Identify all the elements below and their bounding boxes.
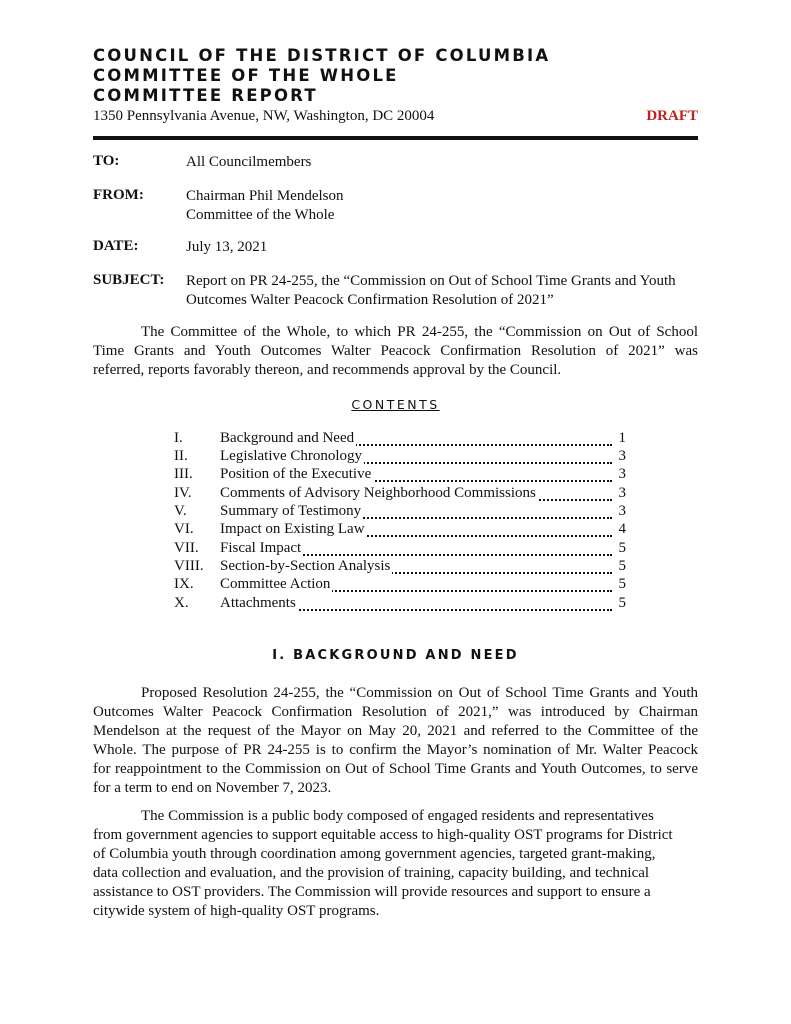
toc-title: Impact on Existing Law	[220, 521, 365, 537]
toc-title: Fiscal Impact	[220, 540, 302, 556]
toc-title: Legislative Chronology	[220, 448, 363, 464]
toc-entry[interactable]	[174, 430, 626, 448]
toc-page: 4	[618, 521, 626, 537]
toc-number: VII.	[174, 540, 199, 556]
toc-entry[interactable]	[174, 540, 626, 558]
toc-page: 5	[618, 595, 626, 611]
toc-title: Position of the Executive	[220, 466, 372, 482]
paragraph-line: referred, reports favorably thereon, and recommends approval by the Council.	[93, 362, 562, 378]
from-value	[186, 187, 344, 225]
toc-number: I.	[174, 430, 183, 446]
toc-entry[interactable]	[174, 521, 626, 539]
paragraph-line: Proposed Resolution 24-255, the “Commission on Out of School Time Grants and Youth	[141, 685, 698, 701]
paragraph-line: assistance to OST providers. The Commission will provide resources and support to ensure a	[93, 884, 651, 900]
toc-entry[interactable]	[174, 576, 626, 594]
toc-page: 3	[618, 503, 626, 519]
council-name: COUNCIL OF THE DISTRICT OF COLUMBIA	[93, 46, 551, 65]
paragraph-line: Mendelson at the request of the Mayor on May 20, 2021 and referred to the Committee of the	[93, 723, 698, 739]
paragraph-line: citywide system of high-quality OST programs.	[93, 903, 380, 919]
toc-entry[interactable]	[174, 448, 626, 466]
toc-entry[interactable]	[174, 466, 626, 484]
toc-page: 3	[618, 485, 626, 501]
date-value: July 13, 2021	[186, 239, 268, 255]
toc-title: Committee Action	[220, 576, 331, 592]
contents-title-text: CONTENTS	[351, 397, 440, 412]
toc-entry[interactable]	[174, 595, 626, 613]
toc-number: VI.	[174, 521, 194, 537]
toc-title: Section-by-Section Analysis	[220, 558, 391, 574]
toc-page: 5	[618, 540, 626, 556]
toc-number: IV.	[174, 485, 192, 501]
to-value: All Councilmembers	[186, 154, 312, 170]
subject-value	[186, 272, 676, 310]
paragraph-line: data collection and evaluation, and the provision of training, capacity building, and technical	[93, 865, 650, 881]
section-heading: I. BACKGROUND AND NEED	[272, 648, 519, 663]
toc-number: VIII.	[174, 558, 204, 574]
address: 1350 Pennsylvania Avenue, NW, Washington, DC 20004	[93, 108, 435, 124]
toc-title: Attachments	[220, 595, 296, 611]
toc-entry[interactable]	[174, 485, 626, 503]
toc-title: Comments of Advisory Neighborhood Commissions	[220, 485, 536, 501]
commission-paragraph	[93, 807, 698, 921]
toc-number: III.	[174, 466, 193, 482]
draft-label: DRAFT	[646, 108, 698, 124]
paragraph-line: for reappointment to the Commission on Out of School Time Grants and Youth Outcomes, to serve	[93, 761, 698, 777]
subject-line: Outcomes Walter Peacock Confirmation Resolution of 2021”	[186, 292, 554, 308]
date-label: DATE:	[93, 238, 139, 254]
committee-name: COMMITTEE OF THE WHOLE	[93, 66, 399, 85]
report-type: COMMITTEE REPORT	[93, 86, 318, 105]
from-label: FROM:	[93, 187, 144, 203]
toc-number: IX.	[174, 576, 194, 592]
toc-page: 3	[618, 448, 626, 464]
paragraph-line: The Commission is a public body composed of engaged residents and representatives	[141, 808, 654, 824]
contents-title	[0, 397, 791, 412]
header-divider	[93, 136, 698, 140]
toc-page: 1	[618, 430, 626, 446]
toc-number: X.	[174, 595, 189, 611]
toc-entry[interactable]	[174, 558, 626, 576]
toc-title: Background and Need	[220, 430, 355, 446]
to-label: TO:	[93, 153, 120, 169]
toc-page: 3	[618, 466, 626, 482]
subject-line: Report on PR 24-255, the “Commission on Out of School Time Grants and Youth	[186, 273, 676, 289]
subject-label: SUBJECT:	[93, 272, 165, 288]
paragraph-line: Outcomes Walter Peacock Confirmation Resolution of 2021,” was introduced by Chairman	[93, 704, 698, 720]
paragraph-line: The Committee of the Whole, to which PR 24-255, the “Commission on Out of School	[141, 324, 698, 340]
toc-entry[interactable]	[174, 503, 626, 521]
intro-paragraph	[93, 323, 698, 380]
from-value-line: Committee of the Whole	[186, 207, 335, 223]
toc-title: Summary of Testimony	[220, 503, 362, 519]
toc-page: 5	[618, 576, 626, 592]
from-value-line: Chairman Phil Mendelson	[186, 188, 344, 204]
toc-page: 5	[618, 558, 626, 574]
paragraph-line: from government agencies to support equitable access to high-quality OST programs for District	[93, 827, 673, 843]
toc-number: II.	[174, 448, 188, 464]
paragraph-line: Whole. The purpose of PR 24-255 is to confirm the Mayor’s nomination of Mr. Walter Peacock	[93, 742, 698, 758]
paragraph-line: Time Grants and Youth Outcomes Walter Peacock Confirmation Resolution of 2021” was	[93, 343, 698, 359]
background-paragraph	[93, 684, 698, 798]
paragraph-line: of Columbia youth through coordination among government agencies, targeted grant-making,	[93, 846, 656, 862]
toc-number: V.	[174, 503, 187, 519]
paragraph-line: for a term to end on November 7, 2023.	[93, 780, 332, 796]
